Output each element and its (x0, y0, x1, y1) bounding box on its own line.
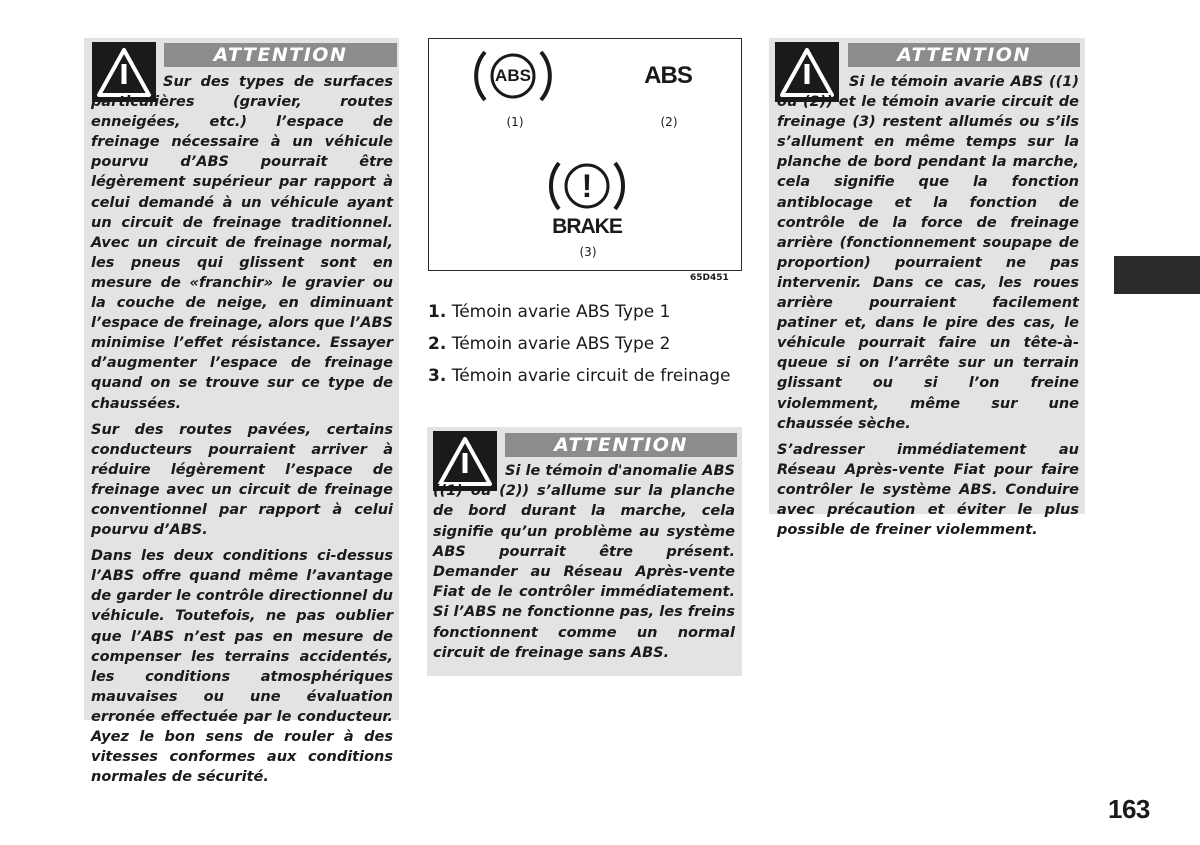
figure-label-2: (2) (660, 115, 678, 129)
attention-box-left (84, 38, 399, 786)
abs-text-label: ABS (644, 62, 692, 89)
section-tab (1114, 256, 1200, 294)
attention-heading: ATTENTION (848, 43, 1080, 67)
legend-item: 1. Témoin avarie ABS Type 1 (428, 302, 671, 322)
page-number: 163 (1108, 794, 1150, 824)
paragraph: Sur des types de surfaces particulières (gravier, routes enneigées, etc.) l’espace de freinage nécessaire à un véhicule pourvu d’ABS pourrait être légèrement supérieur par rapport à celui demandé à un véhicule ayant un circuit de freinage traditionnel. Avec un circuit de freinage normal, les pneus qui glissent sont en mesure de «franchir» le gravier ou la couche de neige, en diminuant l’espace de freinage, alors que l’ABS minimise l’effet résistance. Essayer d’augmenter l’espace de freinage quand on se trouve sur ce type de chaussées. (91, 74, 393, 412)
brake-text-label: BRAKE (552, 215, 622, 238)
attention-box-right (769, 38, 1085, 539)
attention-box-middle (427, 427, 742, 676)
figure-code: 65D451 (690, 273, 729, 283)
legend-item: 3. Témoin avarie circuit de freinage (428, 366, 731, 386)
paragraph: Si le témoin avarie ABS ((1) ou (2)) et le témoin avarie circuit de freinage (3) restent allumés ou s’ils s’allument en même temps sur la planche de bord pendant la marche, cela signifie que la fonction antiblocage et la fonction de contrôle de la force de freinage arrière (fonctionnement soupape de proportion) pourraient ne pas intervenir. Dans ce cas, les roues arrière pourraient facilement patiner et, dans le pire des cas, le véhicule pourrait faire un tête-à-queue si on l’arrête sur un terrain glissant ou si l’on freine violemment, même sur une chaussée sèche. (777, 74, 1079, 432)
paragraph: Si le témoin d'anomalie ABS ((1) ou (2)) s’allume sur la planche de bord durant la marche, cela signifie qu’un problème au système ABS pourrait être présent. Demander au Réseau Après-vente Fiat de le contrôler immédiatement. Si l’ABS ne fonctionne pas, les freins fonctionnent comme un normal circuit de freinage sans ABS. (433, 463, 735, 661)
attention-heading: ATTENTION (164, 43, 397, 67)
legend-item: 2. Témoin avarie ABS Type 2 (428, 334, 671, 354)
brake-icon-symbol: ! (581, 168, 593, 204)
figure-label-1: (1) (506, 115, 524, 129)
attention-text (433, 461, 735, 663)
paragraph: S’adresser immédiatement au Réseau Après-vente Fiat pour faire contrôler le système ABS. Conduire avec précaution et éviter le plus possible de freiner violemment. (777, 441, 1079, 539)
figure-label-3: (3) (579, 245, 597, 259)
figure-legend (428, 300, 730, 396)
abs-icon-label: ABS (495, 66, 531, 85)
warning-lights-figure (428, 38, 742, 271)
attention-text (777, 72, 1079, 540)
paragraph: Dans les deux conditions ci-dessus l’ABS offre quand même l’avantage de garder le contrôle directionnel du véhicule. Toutefois, ne pas oublier que l’ABS n’est pas en mesure de compenser les terrains accidentés, les conditions atmosphériques mauvaises ou une évaluation erronée effectuée par le conducteur. Ayez le bon sens de rouler à des vitesses conformes aux conditions normales de sécurité. (91, 548, 393, 786)
attention-heading: ATTENTION (505, 433, 737, 457)
paragraph: Sur des routes pavées, certains conducteurs pourraient arriver à réduire légèrement l’espace de freinage avec un circuit de freinage conventionnel par rapport à celui pourvu d’ABS. (91, 421, 393, 539)
attention-text (91, 72, 393, 787)
